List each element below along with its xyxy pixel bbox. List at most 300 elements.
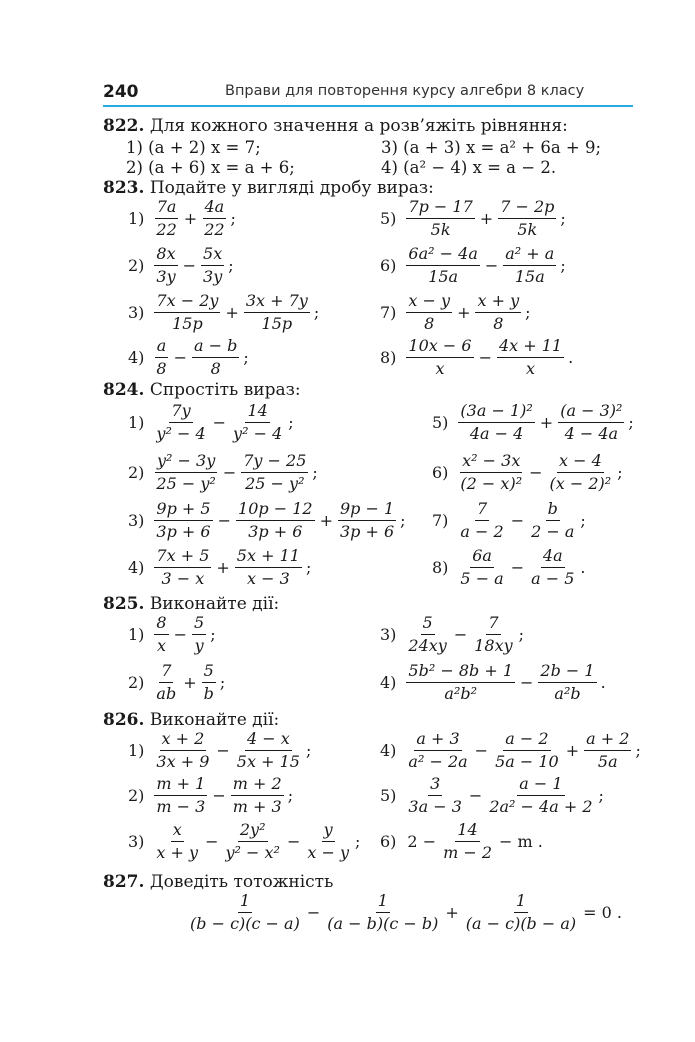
numerator: y² − 3y xyxy=(155,452,217,473)
fraction xyxy=(202,198,226,240)
fraction xyxy=(188,892,302,934)
numerator: y xyxy=(322,821,335,842)
operator: + xyxy=(479,209,494,229)
ex822-item-1: 1) (a + 2) x = 7; xyxy=(126,138,261,157)
numerator: m + 2 xyxy=(231,775,284,796)
numerator: a + 3 xyxy=(414,730,461,751)
fraction xyxy=(154,337,168,379)
fraction xyxy=(458,547,505,589)
denominator: 5k xyxy=(430,220,451,240)
punctuation: ; xyxy=(580,511,586,531)
exercise-text: Для кожного значення a розв’яжіть рівняння: xyxy=(149,116,568,136)
numerator: m + 1 xyxy=(154,775,207,796)
page-header xyxy=(103,82,633,106)
item-label: 3) xyxy=(128,832,145,852)
numerator: a − b xyxy=(192,337,239,358)
numerator: 4a xyxy=(541,547,565,568)
operator: − xyxy=(182,256,197,276)
denominator: 22 xyxy=(204,220,225,240)
denominator: 2 − a xyxy=(531,522,575,542)
numerator: a xyxy=(155,337,169,358)
fraction xyxy=(244,292,310,334)
exercise-827-heading xyxy=(103,872,333,892)
punctuation: ; xyxy=(560,209,566,229)
numerator: 5x xyxy=(201,245,224,266)
numerator: 5b² − 8b + 1 xyxy=(406,662,515,683)
numerator: 5 xyxy=(192,614,206,635)
numerator: 2b − 1 xyxy=(538,662,596,683)
item-label: 3) xyxy=(128,511,145,531)
ex823-item xyxy=(128,245,234,287)
punctuation: . xyxy=(616,903,622,923)
denominator: 15a xyxy=(514,267,545,287)
operator: − xyxy=(520,673,534,693)
numerator: (a − 3)² xyxy=(558,402,624,423)
ex822-item-4: 4) (a² − 4) x = a − 2. xyxy=(381,158,557,177)
item-label: 1) xyxy=(128,209,145,229)
fraction xyxy=(154,614,168,656)
punctuation: ; xyxy=(230,209,236,229)
numerator: 1 xyxy=(238,892,252,913)
item-label: 4) xyxy=(128,558,145,578)
ex824-item xyxy=(432,500,586,542)
operator: − xyxy=(474,741,489,761)
denominator: y² − x² xyxy=(225,843,280,863)
ex825-item xyxy=(128,662,225,704)
denominator: 22 xyxy=(156,220,177,240)
denominator: (a − b)(c − b) xyxy=(327,914,439,934)
item-label: 7) xyxy=(380,303,397,323)
fraction xyxy=(154,662,178,704)
fraction xyxy=(154,245,177,287)
operator: − xyxy=(510,511,525,531)
denominator: x xyxy=(526,359,536,379)
exercise-822-heading xyxy=(103,116,568,136)
denominator: a²b² xyxy=(444,684,478,704)
operator: − xyxy=(212,786,226,806)
exercise-text: Виконайте дії: xyxy=(149,594,280,614)
header-rule xyxy=(103,105,633,107)
operator: − xyxy=(222,463,237,483)
punctuation: ; xyxy=(210,625,216,645)
denominator: ab xyxy=(156,684,177,704)
exercise-number: 827. xyxy=(103,872,145,892)
numerator: 8 xyxy=(154,614,168,635)
operator: − xyxy=(468,786,483,806)
numerator: 4 − x xyxy=(245,730,292,751)
item-label: 3) xyxy=(128,303,145,323)
numerator: 5 xyxy=(421,614,435,635)
ex823-item xyxy=(380,245,566,287)
ex825-item xyxy=(128,614,216,656)
fraction xyxy=(458,402,534,444)
operator: − xyxy=(205,832,219,852)
denominator: 3a − 3 xyxy=(408,797,462,817)
ex825-item xyxy=(380,614,524,656)
operator: − xyxy=(510,558,525,578)
exercise-824-heading xyxy=(103,380,301,400)
ex822-item-2: 2) (a + 6) x = a + 6; xyxy=(126,158,295,177)
numerator: 7x + 5 xyxy=(154,547,211,568)
denominator: x − y xyxy=(307,843,349,863)
ex824-item xyxy=(128,547,311,589)
ex823-item xyxy=(128,292,319,334)
numerator: 1 xyxy=(514,892,528,913)
punctuation: ; xyxy=(617,463,623,483)
denominator: a − 2 xyxy=(460,522,504,542)
fraction xyxy=(406,775,463,817)
fraction xyxy=(192,337,239,379)
numerator: 9p + 5 xyxy=(154,500,212,521)
item-label: 2) xyxy=(128,463,145,483)
ex824-item xyxy=(432,547,586,589)
fraction xyxy=(235,730,302,772)
exercise-826-heading xyxy=(103,710,279,730)
denominator: 4 − 4a xyxy=(564,424,619,444)
fraction xyxy=(529,500,576,542)
denominator: a − 5 xyxy=(531,569,575,589)
fraction xyxy=(202,662,216,704)
denominator: 8 xyxy=(156,359,167,379)
denominator: 3x + 9 xyxy=(156,752,210,772)
punctuation: ; xyxy=(228,256,234,276)
numerator: 6a² − 4a xyxy=(406,245,479,266)
numerator: 5 xyxy=(202,662,216,683)
operator: − m xyxy=(499,832,533,852)
item-label: 2) xyxy=(128,256,145,276)
punctuation: ; xyxy=(628,413,634,433)
ex826-item xyxy=(128,730,311,772)
fraction xyxy=(487,775,594,817)
denominator: 8 xyxy=(210,359,221,379)
operator: − xyxy=(212,413,227,433)
punctuation: . xyxy=(580,558,586,578)
item-label: 6) xyxy=(432,463,449,483)
fraction xyxy=(241,452,308,494)
punctuation: ; xyxy=(598,786,604,806)
numerator: 7a xyxy=(155,198,179,219)
item-label: 1) xyxy=(128,741,145,761)
fraction xyxy=(201,245,224,287)
ex823-item xyxy=(380,292,531,334)
numerator: 10p − 12 xyxy=(236,500,315,521)
numerator: 7x − 2y xyxy=(154,292,220,313)
item-label: 2) xyxy=(128,673,145,693)
denominator: 4a − 4 xyxy=(469,424,524,444)
item-label: 5) xyxy=(380,209,397,229)
numerator: a + 2 xyxy=(584,730,631,751)
fraction xyxy=(406,337,473,379)
fraction xyxy=(154,500,212,542)
ex826-item xyxy=(380,730,641,772)
ex826-item xyxy=(128,821,360,863)
item-label: 5) xyxy=(380,786,397,806)
item-label: 2) xyxy=(128,786,145,806)
item-label: 6) xyxy=(380,256,397,276)
fraction xyxy=(538,662,596,704)
operator: − xyxy=(306,903,321,923)
denominator: 18xy xyxy=(474,636,513,656)
exercise-text: Спростіть вираз: xyxy=(149,380,301,400)
denominator: a² − 2a xyxy=(408,752,468,772)
punctuation: ; xyxy=(560,256,566,276)
fraction xyxy=(154,452,217,494)
operator: − xyxy=(217,511,232,531)
operator: + xyxy=(183,673,197,693)
exercise-number: 824. xyxy=(103,380,145,400)
denominator: b xyxy=(203,684,214,704)
operator: − xyxy=(173,348,188,368)
numerator: 4a xyxy=(203,198,227,219)
ex825-item xyxy=(380,662,606,704)
denominator: x xyxy=(157,636,167,656)
numerator: 7p − 17 xyxy=(406,198,474,219)
denominator: a²b xyxy=(554,684,581,704)
numerator: 2y² xyxy=(238,821,268,842)
denominator: 5a − 10 xyxy=(495,752,559,772)
numerator: (3a − 1)² xyxy=(458,402,534,423)
operator: + xyxy=(565,741,580,761)
fraction xyxy=(584,730,631,772)
denominator: (a − c)(b − a) xyxy=(465,914,577,934)
numerator: 7 − 2p xyxy=(498,198,556,219)
numerator: 8x xyxy=(154,245,177,266)
numerator: 7 xyxy=(159,662,173,683)
operator: + xyxy=(457,303,471,323)
denominator: 3p + 6 xyxy=(156,522,211,542)
denominator: 3y xyxy=(156,267,176,287)
item-label: 5) xyxy=(432,413,449,433)
fraction xyxy=(406,198,474,240)
denominator: 25 − y² xyxy=(156,474,216,494)
fraction xyxy=(154,547,211,589)
fraction xyxy=(464,892,578,934)
numerator: 7y − 25 xyxy=(241,452,308,473)
exercise-text: Виконайте дії: xyxy=(149,710,280,730)
numerator: 4x + 11 xyxy=(497,337,564,358)
denominator: 15a xyxy=(428,267,459,287)
punctuation: ; xyxy=(400,511,406,531)
fraction xyxy=(458,500,505,542)
punctuation: . xyxy=(568,348,574,368)
item-label: 3) xyxy=(380,625,397,645)
page-number: 240 xyxy=(103,82,139,102)
fraction xyxy=(305,821,351,863)
operator: = 0 xyxy=(583,903,612,923)
ex823-item xyxy=(380,198,566,240)
exercise-825-heading xyxy=(103,594,279,614)
fraction xyxy=(154,402,207,444)
fraction xyxy=(503,245,556,287)
operator: − xyxy=(216,741,230,761)
punctuation: ; xyxy=(243,348,249,368)
numerator: a − 1 xyxy=(517,775,564,796)
denominator: 15p xyxy=(172,314,203,334)
fraction xyxy=(458,452,524,494)
item-label: 6) xyxy=(380,832,397,852)
denominator: 25 − y² xyxy=(245,474,305,494)
denominator: 8 xyxy=(493,314,504,334)
exercise-823-heading xyxy=(103,178,434,198)
exercise-number: 826. xyxy=(103,710,145,730)
item-label: 7) xyxy=(432,511,449,531)
denominator: 5k xyxy=(517,220,538,240)
numerator: 6a xyxy=(470,547,494,568)
numerator: a² + a xyxy=(503,245,556,266)
fraction xyxy=(338,500,396,542)
item-label: 8) xyxy=(380,348,397,368)
operator: + xyxy=(539,413,554,433)
numerator: 9p − 1 xyxy=(338,500,396,521)
ex824-item xyxy=(128,402,294,444)
item-label: 1) xyxy=(128,413,145,433)
denominator: 15p xyxy=(261,314,293,334)
numerator: x + 2 xyxy=(160,730,207,751)
numerator: 3 xyxy=(428,775,442,796)
denominator: (b − c)(c − a) xyxy=(190,914,300,934)
item-label: 8) xyxy=(432,558,449,578)
fraction xyxy=(529,547,576,589)
numerator: 7 xyxy=(486,614,500,635)
item-label: 4) xyxy=(380,673,397,693)
denominator: x − 3 xyxy=(246,569,290,589)
denominator: y² − 4 xyxy=(233,424,283,444)
denominator: y² − 4 xyxy=(156,424,206,444)
ex822-item-3: 3) (a + 3) x = a² + 6a + 9; xyxy=(381,138,602,157)
fraction xyxy=(406,245,479,287)
fraction xyxy=(475,292,521,334)
ex824-item xyxy=(432,402,634,444)
fraction xyxy=(192,614,206,656)
fraction xyxy=(497,337,564,379)
punctuation: . xyxy=(600,673,606,693)
fraction xyxy=(154,775,207,817)
fraction xyxy=(406,614,448,656)
numerator: 5x + 11 xyxy=(235,547,302,568)
denominator: 3p + 6 xyxy=(339,522,395,542)
denominator: x xyxy=(435,359,445,379)
item-label: 4) xyxy=(128,348,145,368)
ex823-item xyxy=(128,198,236,240)
denominator: 2a² − 4a + 2 xyxy=(489,797,593,817)
operator: 2 − xyxy=(407,832,437,852)
denominator: 8 xyxy=(424,314,435,334)
numerator: 10x − 6 xyxy=(406,337,473,358)
fraction xyxy=(154,198,178,240)
punctuation: ; xyxy=(518,625,525,645)
denominator: 5 − a xyxy=(460,569,504,589)
numerator: x − y xyxy=(406,292,452,313)
punctuation: ; xyxy=(305,741,312,761)
denominator: x + y xyxy=(156,843,199,863)
ex826-item xyxy=(380,775,604,817)
numerator: b xyxy=(546,500,560,521)
fraction xyxy=(406,292,452,334)
denominator: y xyxy=(194,636,204,656)
punctuation: ; xyxy=(287,786,294,806)
fraction xyxy=(154,821,200,863)
numerator: 7 xyxy=(475,500,489,521)
ex824-item xyxy=(432,452,623,494)
fraction xyxy=(231,775,284,817)
ex826-item xyxy=(380,821,543,863)
denominator: m + 3 xyxy=(232,797,282,817)
operator: + xyxy=(183,209,198,229)
punctuation: ; xyxy=(219,673,226,693)
fraction xyxy=(441,821,494,863)
fraction xyxy=(558,402,624,444)
fraction xyxy=(406,662,515,704)
numerator: 14 xyxy=(455,821,479,842)
punctuation: ; xyxy=(635,741,641,761)
fraction xyxy=(236,500,315,542)
fraction xyxy=(548,452,614,494)
ex826-item xyxy=(128,775,293,817)
denominator: 3y xyxy=(203,267,223,287)
exercise-number: 822. xyxy=(103,116,145,136)
denominator: 3p + 6 xyxy=(248,522,303,542)
fraction xyxy=(223,821,281,863)
fraction xyxy=(493,730,561,772)
punctuation: ; xyxy=(313,303,320,323)
numerator: x + y xyxy=(475,292,521,313)
denominator: (x − 2)² xyxy=(549,474,612,494)
punctuation: ; xyxy=(305,558,312,578)
operator: − xyxy=(453,625,468,645)
operator: + xyxy=(225,303,239,323)
denominator: (2 − x)² xyxy=(460,474,523,494)
denominator: 24xy xyxy=(408,636,447,656)
fraction xyxy=(406,730,469,772)
denominator: 5x + 15 xyxy=(236,752,300,772)
numerator: 3x + 7y xyxy=(244,292,310,313)
item-label: 1) xyxy=(128,625,145,645)
fraction xyxy=(231,402,284,444)
fraction xyxy=(472,614,514,656)
denominator: 5a xyxy=(597,752,618,772)
ex823-item xyxy=(128,337,249,379)
punctuation: ; xyxy=(525,303,531,323)
ex824-item xyxy=(128,452,318,494)
numerator: a − 2 xyxy=(503,730,550,751)
ex827-identity xyxy=(186,892,622,934)
punctuation: . xyxy=(537,832,543,852)
numerator: 1 xyxy=(376,892,390,913)
operator: + xyxy=(445,903,459,923)
punctuation: ; xyxy=(354,832,361,852)
fraction xyxy=(154,730,211,772)
denominator: m − 2 xyxy=(443,843,493,863)
operator: + xyxy=(319,511,333,531)
exercise-number: 823. xyxy=(103,178,145,198)
item-label: 4) xyxy=(380,741,397,761)
fraction xyxy=(154,292,220,334)
denominator: 3 − x xyxy=(161,569,205,589)
operator: − xyxy=(529,463,543,483)
operator: − xyxy=(286,832,301,852)
fraction xyxy=(235,547,302,589)
fraction xyxy=(325,892,440,934)
denominator: m − 3 xyxy=(156,797,206,817)
punctuation: ; xyxy=(312,463,318,483)
operator: + xyxy=(216,558,230,578)
numerator: x² − 3x xyxy=(460,452,522,473)
numerator: 7y xyxy=(169,402,192,423)
punctuation: ; xyxy=(288,413,294,433)
numerator: 14 xyxy=(245,402,269,423)
numerator: x xyxy=(171,821,184,842)
exercise-text: Доведіть тотожність xyxy=(149,872,334,892)
